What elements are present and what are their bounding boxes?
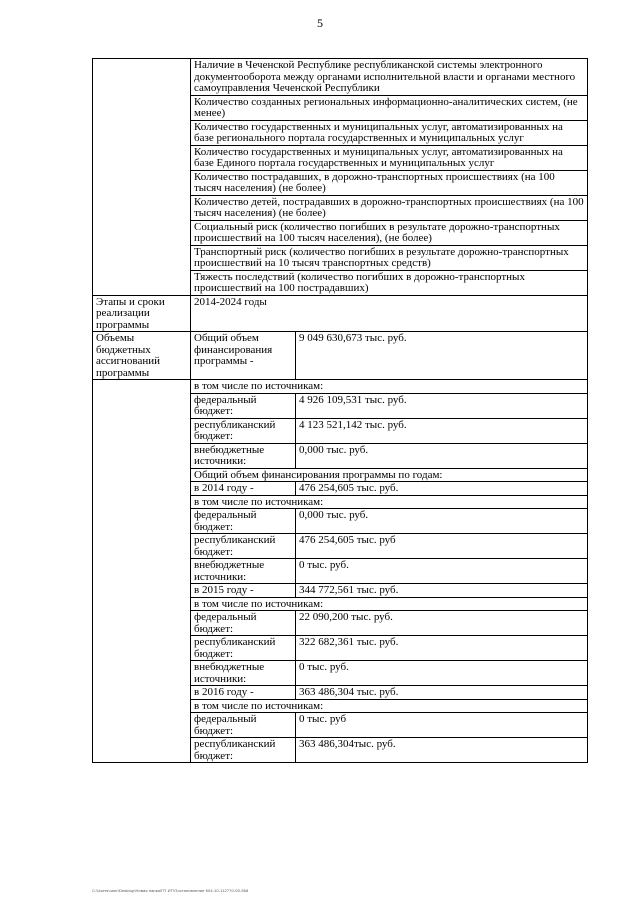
federal-label: федеральный бюджет: (191, 509, 296, 534)
federal-label: федеральный бюджет: (191, 611, 296, 636)
extra-value: 0,000 тыс. руб. (296, 443, 588, 468)
years-heading: Общий объем финансирования программы по годам: (191, 468, 588, 482)
federal-value: 0 тыс. руб (296, 713, 588, 738)
stages-value: 2014-2024 годы (191, 295, 588, 332)
indicator-item: Количество детей, пострадавших в дорожно-транспортных происшествиях (на 100 тысяч населения) (не более) (191, 195, 588, 220)
extra-value: 0 тыс. руб. (296, 559, 588, 584)
extra-label: внебюджетные источники: (191, 661, 296, 686)
year-value: 476 254,605 тыс. руб. (296, 482, 588, 496)
republic-value: 476 254,605 тыс. руб (296, 534, 588, 559)
footer-path: С:\Users\user\Desktop\Новая папка\ГП ИТ\Постановление 604-10-112770-00-568 (92, 888, 249, 893)
republic-value: 4 123 521,142 тыс. руб. (296, 418, 588, 443)
republic-label: республиканский бюджет: (191, 418, 296, 443)
republic-label: республиканский бюджет: (191, 636, 296, 661)
program-passport-table (92, 58, 588, 763)
budget-details-label-cell (93, 380, 191, 763)
year-label: в 2014 году - (191, 482, 296, 496)
extra-value: 0 тыс. руб. (296, 661, 588, 686)
extra-label: внебюджетные источники: (191, 559, 296, 584)
year-value: 344 772,561 тыс. руб. (296, 584, 588, 598)
year-label: в 2016 году - (191, 686, 296, 700)
indicator-item: Транспортный риск (количество погибших в результате дорожно-транспортных происшествий на 10 тысяч транспортных средств) (191, 245, 588, 270)
indicator-item: Количество пострадавших, в дорожно-транспортных происшествиях (на 100 тысяч населения) (не более) (191, 170, 588, 195)
sources-heading: в том числе по источникам: (191, 495, 588, 509)
indicator-item: Количество государственных и муниципальных услуг, автоматизированных на базе Единого портала государственных и муниципальных услуг (191, 145, 588, 170)
table-row (93, 295, 588, 332)
extra-label: внебюджетные источники: (191, 443, 296, 468)
federal-label: федеральный бюджет: (191, 713, 296, 738)
page-number: 5 (317, 16, 323, 30)
year-label: в 2015 году - (191, 584, 296, 598)
republic-label: республиканский бюджет: (191, 534, 296, 559)
indicators-label-cell (93, 59, 191, 296)
sources-heading: в том числе по источникам: (191, 597, 588, 611)
budget-total-value: 9 049 630,673 тыс. руб. (296, 332, 588, 380)
table-row (93, 59, 588, 96)
republic-label: республиканский бюджет: (191, 738, 296, 763)
table-row (93, 380, 588, 394)
indicator-item: Тяжесть последствий (количество погибших в дорожно-транспортных происшествий на 100 пострадавших) (191, 270, 588, 295)
year-value: 363 486,304 тыс. руб. (296, 686, 588, 700)
indicator-item: Социальный риск (количество погибших в результате дорожно-транспортных происшествий на 100 тысяч населения), (не более) (191, 220, 588, 245)
table-row (93, 332, 588, 380)
sources-heading: в том числе по источникам: (191, 380, 588, 394)
republic-value: 322 682,361 тыс. руб. (296, 636, 588, 661)
republic-value: 363 486,304тыс. руб. (296, 738, 588, 763)
indicator-item: Количество государственных и муниципальных услуг, автоматизированных на базе регионального портала государственных и муниципальных услуг (191, 120, 588, 145)
budget-label: Объемы бюджетных ассигнований программы (93, 332, 191, 380)
federal-value: 4 926 109,531 тыс. руб. (296, 393, 588, 418)
federal-label: федеральный бюджет: (191, 393, 296, 418)
federal-value: 0,000 тыс. руб. (296, 509, 588, 534)
indicator-item: Количество созданных региональных информационно-аналитических систем, (не менее) (191, 95, 588, 120)
stages-label: Этапы и сроки реализации программы (93, 295, 191, 332)
indicator-item: Наличие в Чеченской Республике республиканской системы электронного документооборота между органами исполнительной власти и органами местного самоуправления Чеченской Республики (191, 59, 588, 96)
budget-total-label: Общий объем финансирования программы - (191, 332, 296, 380)
federal-value: 22 090,200 тыс. руб. (296, 611, 588, 636)
sources-heading: в том числе по источникам: (191, 699, 588, 713)
